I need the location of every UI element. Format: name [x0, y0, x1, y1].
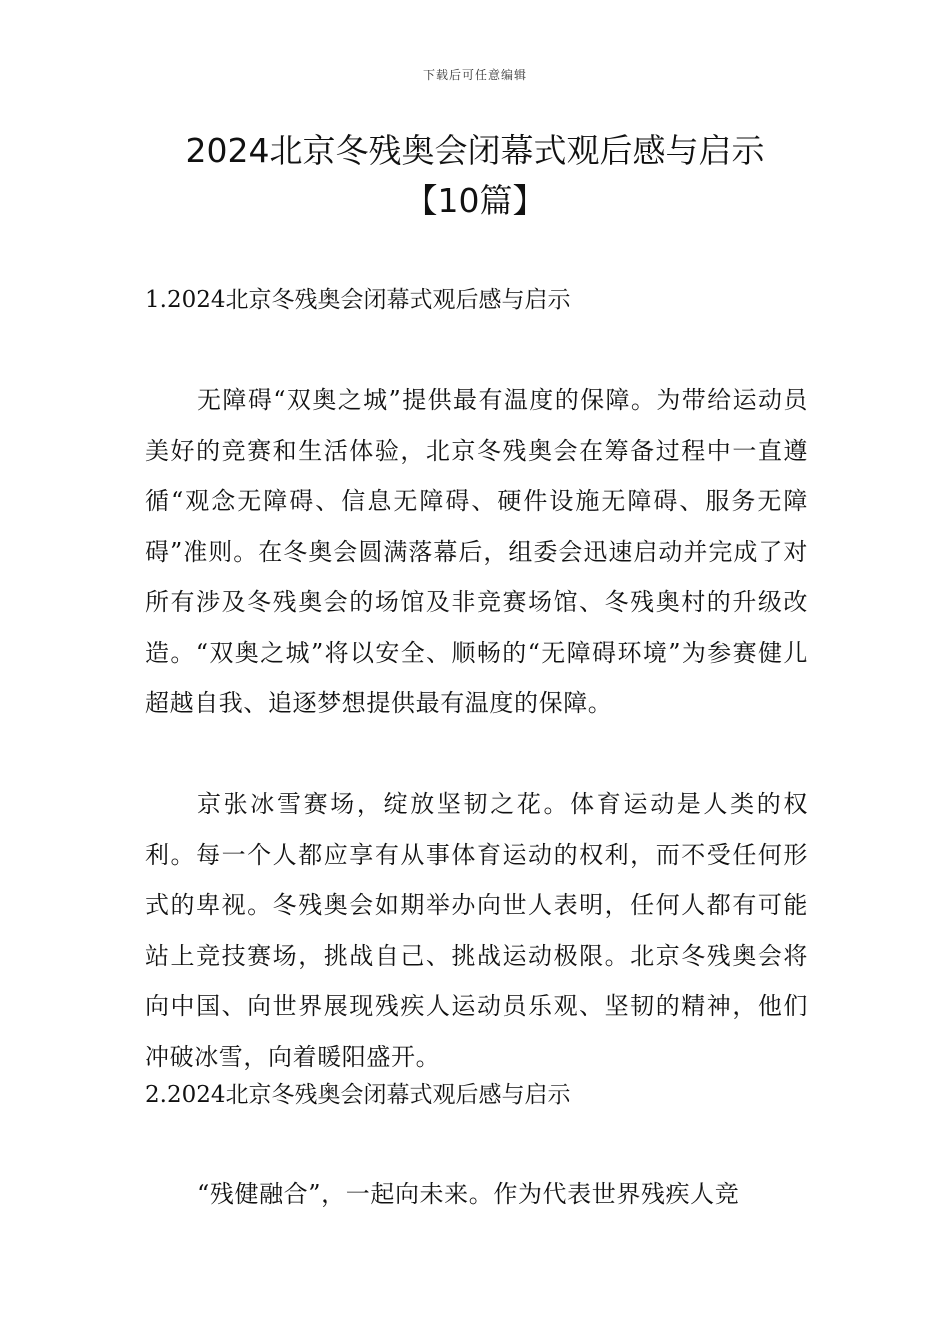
section-1-paragraph-2: 京张冰雪赛场，绽放坚韧之花。体育运动是人类的权利。每一个人都应享有从事体育运动的权利，而不受任何形式的卑视。冬残奥会如期举办向世人表明，任何人都有可能站上竞技赛场，挑战自己、挑战运动极限。北京冬残奥会将向中国、向世界展现残疾人运动员乐观、坚韧的精神，他们冲破冰雪，向着暖阳盛开。: [145, 790, 808, 1071]
section-1-paragraph-1: 无障碍“双奥之城”提供最有温度的保障。为带给运动员美好的竞赛和生活体验，北京冬残奥会在筹备过程中一直遵循“观念无障碍、信息无障碍、硬件设施无障碍、服务无障碍”准则。在冬奥会圆满落幕后，组委会迅速启动并完成了对所有涉及冬残奥会的场馆及非竞赛场馆、冬残奥村的升级改造。“双奥之城”将以安全、顺畅的“无障碍环境”为参赛健儿超越自我、追逐梦想提供最有温度的保障。: [145, 386, 808, 717]
section-heading-2: 2.2024北京冬残奥会闭幕式观后感与启示: [145, 1082, 571, 1108]
document-title-line-2: 【10篇】: [404, 181, 546, 220]
section-heading-1: 1.2024北京冬残奥会闭幕式观后感与启示: [145, 287, 571, 313]
document-title-line-1: 2024北京冬残奥会闭幕式观后感与启示: [185, 131, 765, 170]
header-note: 下载后可任意编辑: [422, 68, 527, 82]
section-2-paragraph-1: “残健融合”，一起向未来。作为代表世界残疾人竞: [197, 1180, 740, 1208]
document-title: [100, 126, 850, 226]
